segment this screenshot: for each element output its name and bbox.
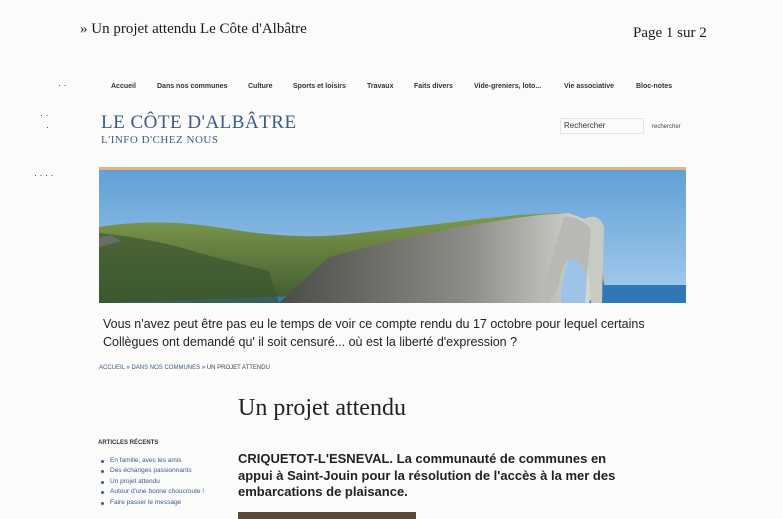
nav-item-communes[interactable]: Dans nos communes (157, 83, 228, 90)
nav-item-faits-divers[interactable]: Faits divers (414, 83, 453, 90)
intro-line-1: Vous n'avez peut être pas eu le temps de voir ce compte rendu du 17 octobre pour lequel certains (103, 317, 645, 331)
recent-articles-list (101, 457, 204, 509)
intro-line-2: Collègues ont demandé qu' il soit censuré... où est la liberté d'expression ? (103, 335, 518, 349)
scan-speckle: · (46, 122, 49, 132)
scan-speckle: · · · · (34, 170, 54, 180)
sidebar-item-message[interactable]: Faire passer le message (101, 499, 204, 509)
breadcrumb-separator: » (124, 365, 132, 371)
nav-item-travaux[interactable]: Travaux (367, 83, 394, 90)
breadcrumb-section[interactable]: DANS NOS COMMUNES (131, 365, 201, 371)
site-subtitle: L'INFO D'CHEZ NOUS (101, 134, 219, 146)
intro-paragraph (103, 315, 703, 351)
breadcrumb-home[interactable]: ACCUEIL (99, 365, 125, 371)
main-nav (0, 83, 783, 97)
lead-line-1: CRIQUETOT-L'ESNEVAL. La communauté de communes en (238, 451, 607, 466)
sidebar-heading: ARTICLES RÉCENTS (98, 440, 159, 446)
sidebar-item-projet-attendu[interactable]: Un projet attendu (101, 478, 204, 488)
search-input[interactable]: Rechercher (560, 118, 644, 134)
banner-cliff-image (99, 167, 686, 303)
search-button[interactable]: rechercher (652, 124, 681, 130)
nav-item-vide-greniers[interactable]: Vide-greniers, loto... (474, 83, 542, 90)
scan-speckle: · · (40, 110, 49, 120)
scan-speckle: · · (58, 80, 67, 90)
breadcrumb-separator: » (200, 365, 207, 371)
nav-item-vie-associative[interactable]: Vie associative (564, 83, 615, 90)
site-title[interactable]: LE CÔTE D'ALBÂTRE (101, 112, 297, 133)
sidebar-item-echanges[interactable]: Des échanges passionnants (101, 467, 204, 477)
print-page-number: Page 1 sur 2 (633, 25, 707, 41)
breadcrumb (99, 365, 270, 371)
sidebar-item-en-famille[interactable]: En famille, avec les amis (101, 457, 204, 467)
nav-item-sports[interactable]: Sports et loisirs (293, 83, 346, 90)
sidebar-item-choucroute[interactable]: Autour d'une bonne choucroute ! (101, 488, 204, 498)
nav-item-bloc-notes[interactable]: Bloc-notes (636, 83, 673, 90)
nav-item-culture[interactable]: Culture (248, 83, 273, 90)
article-title: Un projet attendu (238, 395, 406, 421)
breadcrumb-current: UN PROJET ATTENDU (206, 365, 270, 371)
nav-item-accueil[interactable]: Accueil (111, 83, 136, 90)
lead-line-3: embarcations de plaisance. (238, 484, 408, 499)
article-photo (238, 512, 416, 519)
lead-line-2: appui à Saint-Jouin pour la résolution de l'accès à la mer des (238, 467, 616, 483)
print-header-title: » Un projet attendu Le Côte d'Albâtre (80, 21, 307, 37)
article-lead (238, 451, 678, 501)
